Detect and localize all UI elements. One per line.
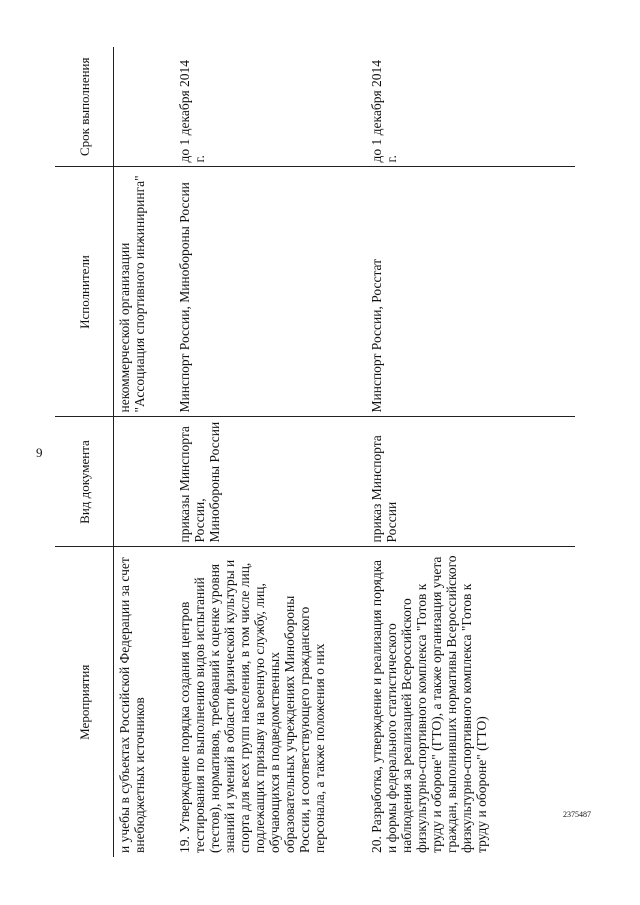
header-activities: Мероприятия	[55, 547, 114, 857]
landscape-content	[55, 47, 575, 857]
cell-executors: Минспорт России, Минобороны России	[174, 167, 366, 417]
table-row	[114, 47, 175, 857]
activities-table	[55, 47, 575, 857]
cell-doc-type	[114, 417, 175, 547]
cell-executors: Минспорт России, Росстат	[366, 167, 575, 417]
cell-doc-type: приказ Минспорта России	[366, 417, 575, 547]
header-executors: Исполнители	[55, 167, 114, 417]
page-number: 9	[36, 445, 43, 460]
table-row	[366, 47, 575, 857]
cell-deadline: до 1 декабря 2014 г.	[366, 47, 575, 167]
rotated-page	[55, 47, 575, 857]
cell-deadline: до 1 декабря 2014 г.	[174, 47, 366, 167]
header-deadline: Срок выполнения	[55, 47, 114, 167]
cell-doc-type: приказы Минспорта России, Минобороны России	[174, 417, 366, 547]
cell-activity: 19. Утверждение порядка создания центров тестирования по выполнению видов испытаний (тестов), нормативов, требований к оценке уровня знаний и умений в области физической культуры и спорта для всех групп населения, в том числе лиц, подлежащих призыву на военную службу, лиц, обучающихся в подведомственных образовательных учреждениях Минобороны России, и соответствующего гражданского персонала, а также положения о них	[177, 559, 327, 853]
cell-executors: некоммерческой организации "Ассоциация спортивного инжиниринга"	[114, 167, 175, 417]
cell-activity: и учебы в субъектах Российской Федерации за счет внебюджетных источников	[117, 557, 147, 853]
table-header-row	[55, 47, 114, 857]
cell-deadline	[114, 47, 175, 167]
document-id: 2375487	[563, 810, 591, 819]
table-row	[174, 47, 366, 857]
cell-activity: 20. Разработка, утверждение и реализация порядка и формы федерального статистического наблюдения за реализацией Всероссийского физкультурно-спортивного комплекса "Готов к труду и обороне" (ГТО), а также организация учета граждан, выполнивших нормативы Всероссийского физкультурно-спортивного комплекса "Готов к труду и обороне" (ГТО)	[369, 555, 489, 853]
header-doc-type: Вид документа	[55, 417, 114, 547]
